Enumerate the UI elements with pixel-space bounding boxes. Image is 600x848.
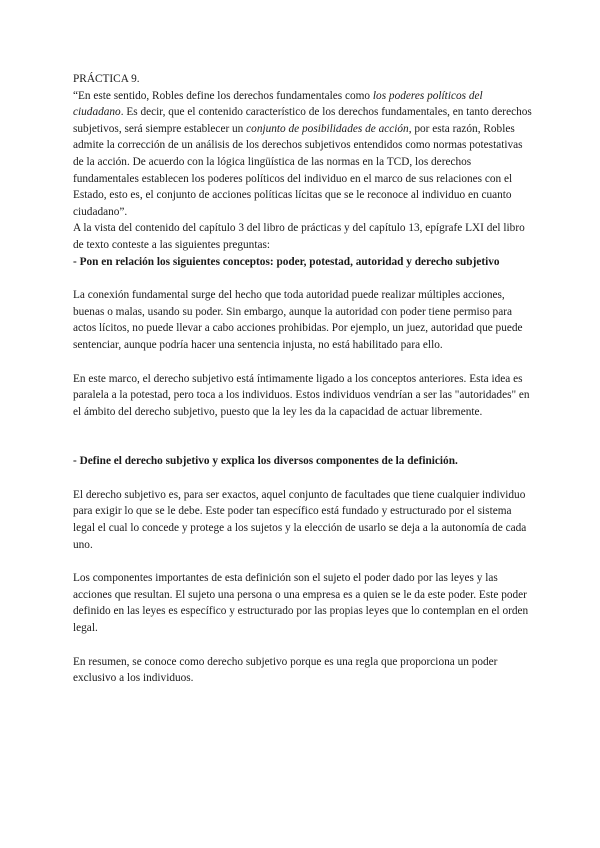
intro-paragraph: A la vista del contenido del capítulo 3 del libro de prácticas y del capítulo 13, epígrafe LXI del libro de texto conteste a las siguientes preguntas: — [73, 222, 525, 251]
quote-italic-1: los poderes políticos del ciudadano — [73, 89, 483, 119]
quote-italic-2: conjunto de posibilidades de acción — [246, 122, 409, 135]
quote-paragraph — [73, 88, 533, 221]
spacer — [73, 354, 533, 371]
quote-text-3: , por esta razón, Robles admite la corrección de un análisis de los derechos subjetivos entendidos como normas potestativas de la acción. De acuerdo con la lógica lingüística de las normas en la TCD, los derechos fundamentales establecen los poderes políticos del individuo en el marco de sus relaciones con el Estado, esto es, el conjunto de acciones políticas lícitas que se le reconoce al individuo en cuanto ciudadano”. — [73, 122, 523, 218]
answer-2-paragraph-3: En resumen, se conoce como derecho subjetivo porque es una regla que proporciona un poder exclusivo a los individuos. — [73, 655, 498, 685]
quote-text-2: . Es decir, que el contenido característico de los derechos fundamentales, en tanto derechos subjetivos, será siempre establecer un — [73, 106, 532, 135]
spacer — [73, 637, 533, 654]
quote-text-1: “En este sentido, Robles define los derechos fundamentales como — [73, 89, 373, 102]
question-2-heading: - Define el derecho subjetivo y explica los diversos componentes de la definición. — [73, 455, 458, 468]
document-body — [73, 71, 533, 687]
answer-2-paragraph-2: Los componentes importantes de esta definición son el sujeto el poder dado por las leyes y las acciones que resultan. El sujeto una persona o una empresa es a quien se le da este poder. Este poder definido en las leyes es específico y estructurado por las propias leyes que lo contemplan en el orden legal. — [73, 572, 529, 635]
spacer — [73, 553, 533, 570]
answer-1-paragraph-1: La conexión fundamental surge del hecho que toda autoridad puede realizar múltiples acciones, buenas o malas, usando su poder. Sin embargo, aunque la autoridad con poder tiene permiso para actos lícitos, no puede llevar a cabo acciones prohibidas. Por ejemplo, un juez, autoridad que puede sentenciar, aunque podría hacer una sentencia injusta, no está habilitado para ello. — [73, 289, 523, 351]
answer-1-paragraph-2: En este marco, el derecho subjetivo está íntimamente ligado a los conceptos anteriores. Esta idea es paralela a la potestad, pero toca a los individuos. Estos individuos vendrían a ser las "autoridades" en el ámbito del derecho subjetivo, puesto que la ley les da la capacidad de actuar libremente. — [73, 372, 530, 418]
spacer — [73, 470, 533, 487]
question-1-heading: - Pon en relación los siguientes conceptos: poder, potestad, autoridad y derecho subjetivo — [73, 255, 500, 268]
spacer — [73, 420, 533, 453]
spacer — [73, 270, 533, 287]
answer-2-paragraph-1: El derecho subjetivo es, para ser exactos, aquel conjunto de facultades que tiene cualquier individuo para exigir lo que se le debe. Este poder tan específico está fundado y estructurado por el sistema legal el cual lo concede y protege a los sujetos y la elección de usarlo se deja a la autonomía de cada uno. — [73, 488, 527, 551]
page-title: PRÁCTICA 9. — [73, 73, 140, 85]
